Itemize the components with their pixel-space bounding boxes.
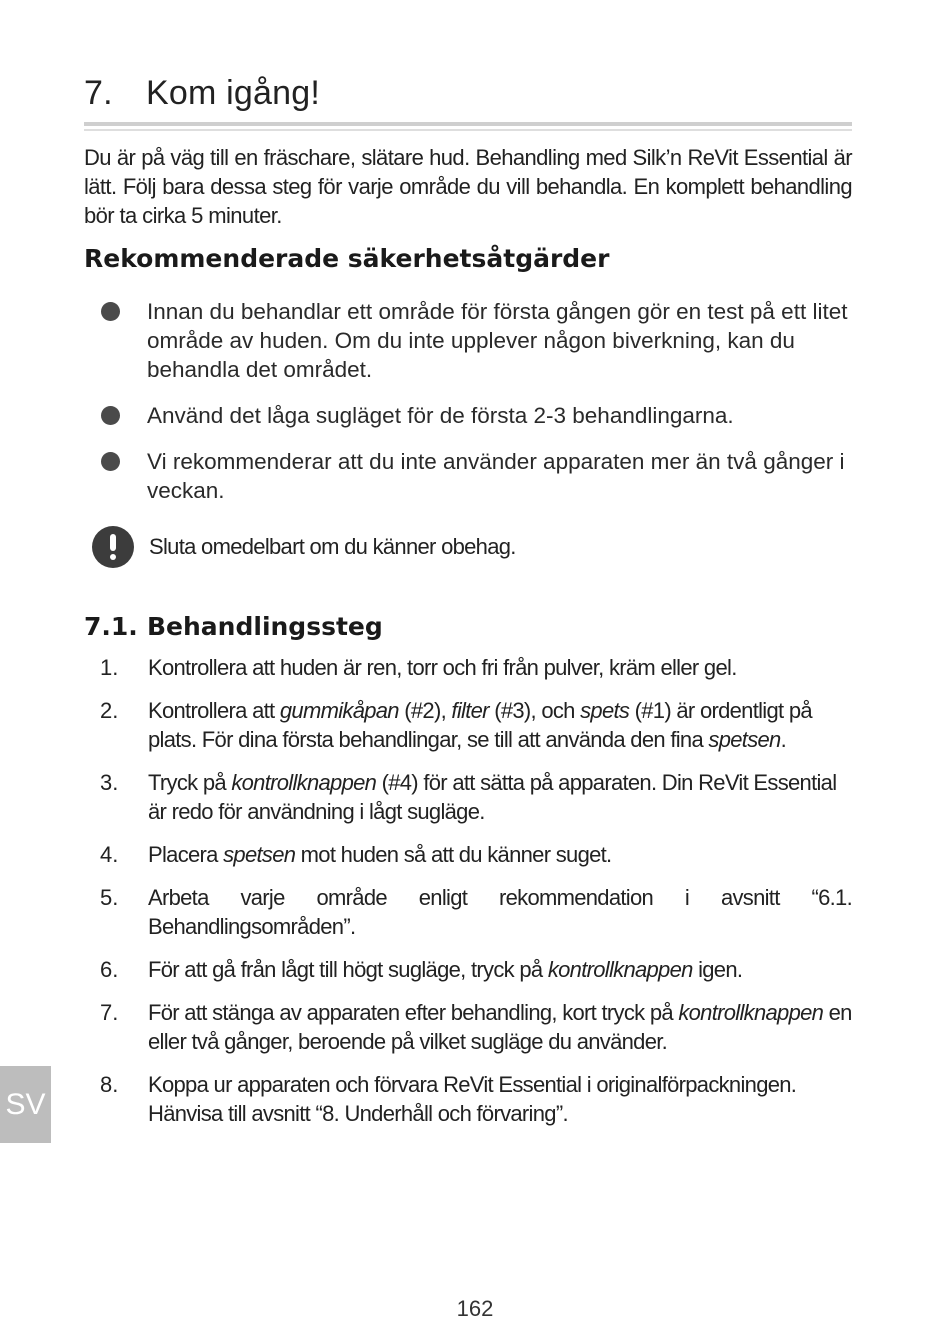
exclamation-icon [92,526,134,568]
step-text-run: (#4) för att sätta på apparaten. Din ReVit Essential är redo för användning i lågt sugläge. [148,770,837,824]
step-text-run: . [780,727,786,752]
step-number: 1. [100,655,119,680]
heading-rule [84,122,852,126]
step-text [148,885,852,939]
subsection-heading [84,612,383,641]
step-text-run: För att gå från lågt till högt sugläge, tryck på [148,957,548,982]
step-item [84,1070,852,1128]
step-text-run: Kontrollera att huden är ren, torr och fri från pulver, kräm eller gel. [148,655,737,680]
step-number: 8. [100,1072,119,1097]
step-emphasis: kontrollknappen [547,957,693,982]
step-text-run: Kontrollera att [148,698,280,723]
step-number: 5. [100,885,119,910]
step-emphasis: kontrollknappen [231,770,377,795]
subsection-title: Behandlingssteg [147,612,383,641]
step-number: 2. [100,698,119,723]
safety-item-text: Vi rekommenderar att du inte använder apparaten mer än två gånger i veckan. [147,449,845,503]
step-text-run: Arbeta varje område enligt rekommendation i avsnitt “6.1. Behandlingsområden”. [148,885,852,939]
heading-rule-secondary [84,129,852,131]
safety-item-text: Innan du behandlar ett område för första gången gör en test på ett litet område av huden. Om du inte upplever någon biverkning, kan du behandla det området. [147,299,848,382]
subsection-number: 7.1. [84,612,138,641]
step-item [84,840,852,869]
step-text-run: (#3), och [488,698,581,723]
warning-notice [92,526,852,568]
step-number: 3. [100,770,119,795]
bullet-dot-icon [101,302,120,321]
section-number: 7. [84,74,113,112]
step-text-run: Placera [148,842,224,867]
steps-list [84,653,852,1142]
step-number: 4. [100,842,119,867]
section-heading [84,74,320,113]
safety-item [84,297,852,384]
safety-item [84,401,852,430]
step-text [148,957,742,982]
step-emphasis: spetsen [223,842,296,867]
step-item [84,653,852,682]
step-number: 7. [100,1000,119,1025]
step-item [84,955,852,984]
step-text [148,1072,796,1126]
language-tab: SV [0,1066,51,1143]
step-emphasis: gummikåpan [279,698,399,723]
step-emphasis: spets [580,698,630,723]
step-text-run: igen. [692,957,743,982]
safety-item-text: Använd det låga sugläget för de första 2-3 behandlingarna. [147,403,734,428]
safety-heading: Rekommenderade säkerhetsåtgärder [84,244,610,273]
step-item [84,883,852,941]
step-item [84,768,852,826]
step-text-run: Tryck på [148,770,232,795]
step-item [84,998,852,1056]
section-title: Kom igång! [146,74,320,112]
step-text-run: en eller två gånger, beroende på vilket sugläge du använder. [148,1000,852,1054]
step-text-run: (#1) är ordentligt på plats. För dina första behandlingar, se till att använda den fina [148,698,812,752]
safety-item [84,447,852,505]
bullet-dot-icon [101,406,120,425]
step-text [148,698,812,752]
page-number: 162 [456,1296,494,1321]
step-text [148,1000,852,1054]
safety-list [84,297,852,522]
step-number: 6. [100,957,119,982]
step-text [148,842,611,867]
step-text-run: Koppa ur apparaten och förvara ReVit Essential i originalförpackningen. Hänvisa till avsnitt “8. Underhåll och förvaring”. [148,1072,797,1126]
step-emphasis: kontrollknappen [678,1000,824,1025]
warning-text: Sluta omedelbart om du känner obehag. [149,534,516,559]
step-text-run: För att stänga av apparaten efter behandling, kort tryck på [148,1000,679,1025]
step-emphasis: spetsen [708,727,781,752]
intro-paragraph: Du är på väg till en fräschare, slätare hud. Behandling med Silk’n ReVit Essential är lätt. Följ bara dessa steg för varje område du vill behandla. En komplett behandling bör ta cirka 5 minuter. [84,145,852,228]
step-text [148,655,737,680]
step-text-run: (#2), [398,698,452,723]
bullet-dot-icon [101,452,120,471]
step-text [148,770,836,824]
step-text-run: mot huden så att du känner suget. [295,842,612,867]
step-item [84,696,852,754]
step-emphasis: filter [451,698,489,723]
